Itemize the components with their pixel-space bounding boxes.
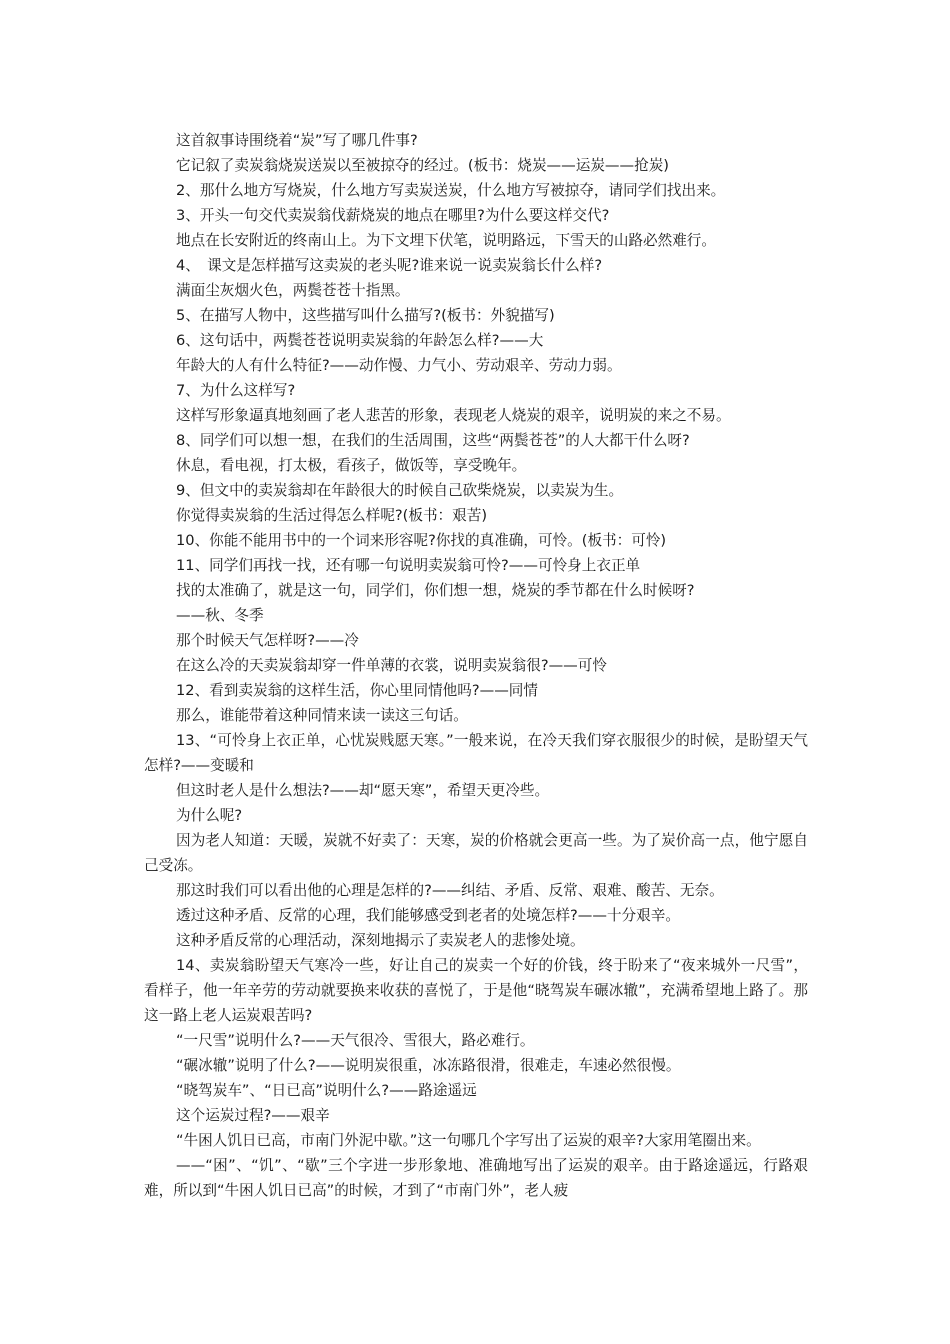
text-line: 它记叙了卖炭翁烧炭送炭以至被掠夺的经过。(板书：烧炭——运炭——抢炭) xyxy=(176,157,669,174)
text-line: 12、看到卖炭翁的这样生活，你心里同情他吗?——同情 xyxy=(176,682,538,699)
text-line: 11、同学们再找一找，还有哪一句说明卖炭翁可怜?——可怜身上衣正单 xyxy=(176,557,641,574)
document-body xyxy=(144,128,808,1203)
text-line: 6、这句话中，两鬓苍苍说明卖炭翁的年龄怎么样?——大 xyxy=(176,332,544,349)
text-line: “一尺雪”说明什么?——天气很冷、雪很大，路必难行。 xyxy=(176,1032,535,1049)
text-line: 透过这种矛盾、反常的心理，我们能够感受到老者的处境怎样?——十分艰辛。 xyxy=(176,907,680,924)
text-paragraph: 因为老人知道：天暖，炭就不好卖了：天寒，炭的价格就会更高一些。为了炭价高一点，他宁愿自己受冻。 xyxy=(144,832,808,874)
text-paragraph: ——“困”、“饥”、“歇”三个字进一步形象地、准确地写出了运炭的艰辛。由于路途遥远，行路艰难，所以到“牛困人饥日已高”的时候，才到了“市南门外”，老人疲 xyxy=(144,1157,808,1199)
text-line: “晓驾炭车”、“日已高”说明什么?——路途遥远 xyxy=(176,1082,477,1099)
text-line: 地点在长安附近的终南山上。为下文埋下伏笔，说明路远，下雪天的山路必然难行。 xyxy=(176,232,716,249)
text-line: 找的太准确了，就是这一句，同学们，你们想一想，烧炭的季节都在什么时候呀? xyxy=(176,582,695,599)
text-line: ——秋、冬季 xyxy=(176,607,264,624)
text-line: 休息，看电视，打太极，看孩子，做饭等，享受晚年。 xyxy=(176,457,527,474)
text-line: 8、同学们可以想一想，在我们的生活周围，这些“两鬓苍苍”的人大都干什么呀? xyxy=(176,432,690,449)
text-line: 那个时候天气怎样呀?——冷 xyxy=(176,632,359,649)
text-line: 5、在描写人物中，这些描写叫什么描写?(板书：外貌描写) xyxy=(176,307,555,324)
text-line: 但这时老人是什么想法?——却“愿天寒”，希望天更冷些。 xyxy=(176,782,550,799)
text-line: 这个运炭过程?——艰辛 xyxy=(176,1107,330,1124)
text-line: 为什么呢? xyxy=(176,807,243,824)
text-paragraph: 13、“可怜身上衣正单，心忧炭贱愿天寒。”一般来说，在冷天我们穿衣服很少的时候，是盼望天气怎样?——变暖和 xyxy=(144,732,808,774)
text-line: 这样写形象逼真地刻画了老人悲苦的形象，表现老人烧炭的艰辛，说明炭的来之不易。 xyxy=(176,407,731,424)
text-line: 9、但文中的卖炭翁却在年龄很大的时候自己砍柴烧炭，以卖炭为生。 xyxy=(176,482,624,499)
text-line: 这种矛盾反常的心理活动，深刻地揭示了卖炭老人的悲惨处境。 xyxy=(176,932,585,949)
text-line: 在这么冷的天卖炭翁却穿一件单薄的衣裳，说明卖炭翁很?——可怜 xyxy=(176,657,607,674)
text-line: 满面尘灰烟火色，两鬓苍苍十指黑。 xyxy=(176,282,410,299)
text-line: 4、 课文是怎样描写这卖炭的老头呢?谁来说一说卖炭翁长什么样? xyxy=(176,257,603,274)
text-paragraph: 14、卖炭翁盼望天气寒冷一些，好让自己的炭卖一个好的价钱，终于盼来了“夜来城外一尺雪”，看样子，他一年辛劳的劳动就要换来收获的喜悦了，于是他“晓驾炭车碾冰辙”，充满希望地上路了。那这一路上老人运炭艰苦吗? xyxy=(144,957,808,1024)
text-line: “碾冰辙”说明了什么?——说明炭很重，冰冻路很滑，很难走，车速必然很慢。 xyxy=(176,1057,681,1074)
text-line: 7、为什么这样写? xyxy=(176,382,296,399)
text-line: 3、开头一句交代卖炭翁伐薪烧炭的地点在哪里?为什么要这样交代? xyxy=(176,207,610,224)
text-paragraph: “牛困人饥日已高，市南门外泥中歇。”这一句哪几个字写出了运炭的艰辛?大家用笔圈出来。 xyxy=(176,1132,761,1149)
text-line: 年龄大的人有什么特征?——动作慢、力气小、劳动艰辛、劳动力弱。 xyxy=(176,357,622,374)
text-line: 那么，谁能带着这种同情来读一读这三句话。 xyxy=(176,707,468,724)
text-line: 2、那什么地方写烧炭，什么地方写卖炭送炭，什么地方写被掠夺，请同学们找出来。 xyxy=(176,182,726,199)
text-line: 那这时我们可以看出他的心理是怎样的?——纠结、矛盾、反常、艰难、酸苦、无奈。 xyxy=(176,882,724,899)
text-line: 这首叙事诗围绕着“炭”写了哪几件事? xyxy=(176,132,418,149)
text-line: 你觉得卖炭翁的生活过得怎么样呢?(板书：艰苦) xyxy=(176,507,488,524)
text-line: 10、你能不能用书中的一个词来形容呢?你找的真准确，可怜。(板书：可怜) xyxy=(176,532,667,549)
